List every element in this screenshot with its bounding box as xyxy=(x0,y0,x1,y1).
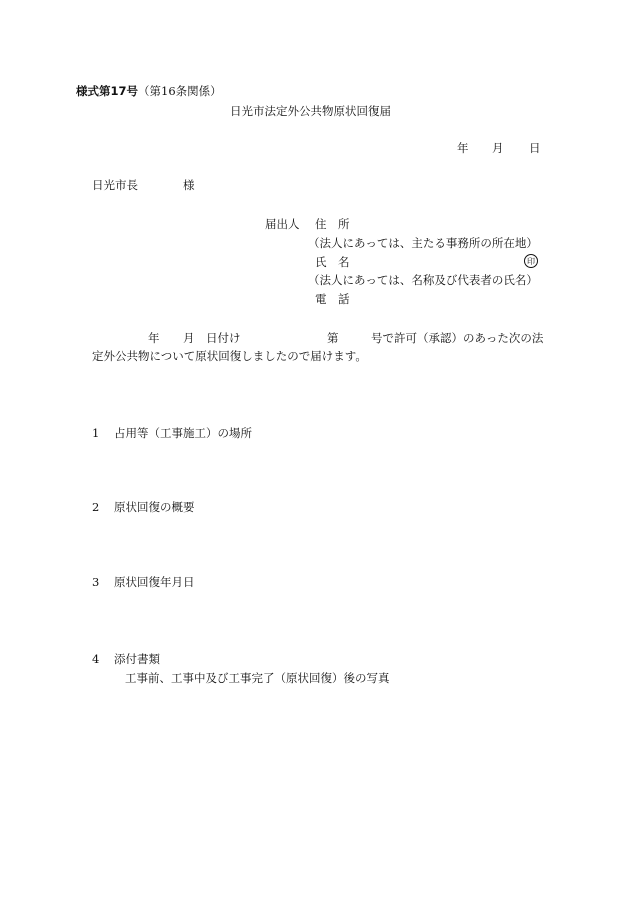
phone-label: 電 話 xyxy=(315,292,350,306)
address-note: （法人にあっては、主たる事務所の所在地） xyxy=(308,236,538,250)
item-label: 原状回復年月日 xyxy=(114,575,195,589)
date-day-label: 日 xyxy=(529,141,541,155)
form-number-bold: 様式第17号 xyxy=(76,84,139,98)
date-year-label: 年 xyxy=(457,141,469,155)
body-dai: 第 xyxy=(327,331,339,345)
body-text-line1: 号で許可（承認）のあった次の法 xyxy=(371,331,544,345)
item-number: 4 xyxy=(92,652,100,666)
form-relation: （第16条関係） xyxy=(138,84,222,98)
body-year: 年 xyxy=(148,331,160,345)
addressee-honorific: 様 xyxy=(183,178,195,192)
body-month: 月 xyxy=(183,331,195,345)
list-item xyxy=(92,502,195,514)
item-number: 1 xyxy=(92,426,100,440)
item-label: 添付書類 xyxy=(114,652,160,666)
seal-icon: 印 xyxy=(524,254,538,268)
name-label: 氏 名 xyxy=(315,255,350,269)
item-number: 2 xyxy=(92,500,100,514)
address-label: 住 所 xyxy=(315,217,350,231)
form-number xyxy=(76,86,222,98)
item-number: 3 xyxy=(92,575,100,589)
item-label: 占用等（工事施工）の場所 xyxy=(114,426,252,440)
list-item xyxy=(92,577,195,589)
list-item xyxy=(92,428,252,440)
attachment-note: 工事前、工事中及び工事完了（原状回復）後の写真 xyxy=(125,671,390,685)
body-date-suffix: 日付け xyxy=(206,331,241,345)
list-item xyxy=(92,654,160,666)
item-label: 原状回復の概要 xyxy=(114,500,195,514)
document-title: 日光市法定外公共物原状回復届 xyxy=(230,104,391,118)
applicant-label: 届出人 xyxy=(265,217,300,231)
body-text-line2: 定外公共物について原状回復しましたので届けます。 xyxy=(92,349,367,363)
name-note: （法人にあっては、名称及び代表者の氏名） xyxy=(308,273,538,287)
date-month-label: 月 xyxy=(492,141,504,155)
addressee-name: 日光市長 xyxy=(92,178,138,192)
